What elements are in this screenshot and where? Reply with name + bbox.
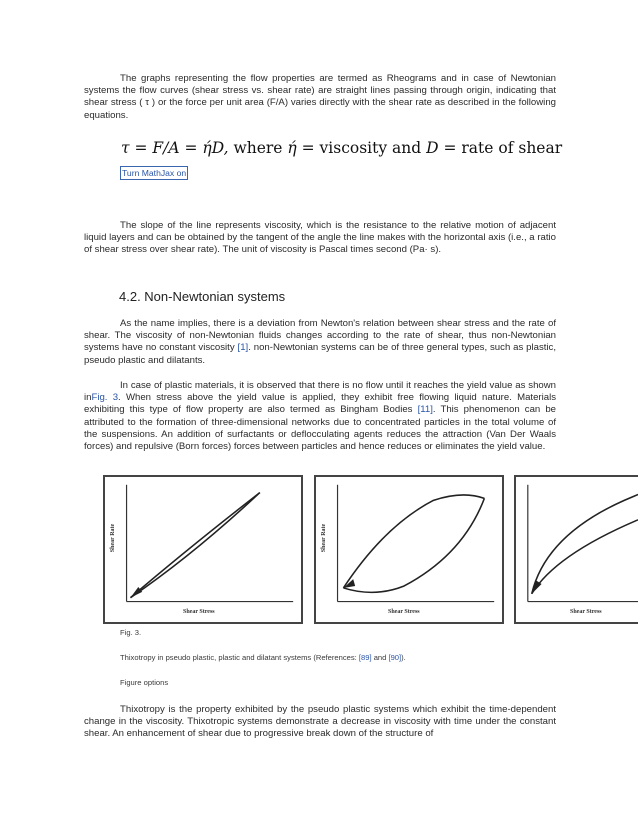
section-heading: 4.2. Non-Newtonian systems xyxy=(119,289,286,304)
x-axis-label: Shear Stress xyxy=(388,609,420,615)
down-curve xyxy=(130,493,259,598)
figure-panel-pseudoplastic xyxy=(103,475,303,624)
reference-link-90[interactable]: [90] xyxy=(388,653,402,662)
figure-panel-plastic xyxy=(314,475,504,624)
figure-3-link[interactable]: Fig. 3 xyxy=(91,392,119,404)
y-axis-label: Shear Rate xyxy=(110,523,117,553)
y-axis-label: Shear Rate xyxy=(321,523,328,553)
dilatant-curve-diagram xyxy=(516,477,638,622)
figure-label: Fig. 3. xyxy=(120,628,142,637)
plastic-paragraph: In case of plastic materials, it is observed that there is no flow until it reaches the yield value as shown inFig. 3. When stress above the yield value is applied, they exhibit free flowing liquid nature. Materials exhibiting this type of flow property are also termed as Bingham Bodies [11]. This phenomenon can be attributed to the formation of three-dimensional networks due to concentrated particles in the total volume of the suspensions. An addition of surfactants or deflocculating agents reduces the attraction (Van Der Waals forces) and repulsive (Born forces) forces between particles and hence reduces or eliminates the yield value. xyxy=(84,380,557,453)
up-curve xyxy=(343,495,484,588)
reference-link-1[interactable]: [1] xyxy=(237,342,249,354)
figure-caption: Thixotropy in pseudo plastic, plastic and dilatant systems (References: [89] and [90]). xyxy=(120,653,406,662)
figure-panel-dilatant xyxy=(514,475,638,624)
intro-paragraph: The graphs representing the flow properties are termed as Rheograms and in case of Newtonian systems the flow curves (shear stress vs. shear rate) are straight lines passing through origin, indicating that shear stress ( τ ) or the force per unit area (F/A) varies directly with the shear rate as described in the following equations. xyxy=(84,73,556,121)
x-axis-label: Shear Stress xyxy=(570,609,602,615)
reference-link-89[interactable]: [89] xyxy=(358,653,372,662)
reference-link-11[interactable]: [11] xyxy=(417,404,433,416)
turn-mathjax-on-button[interactable]: Turn MathJax on xyxy=(122,168,187,178)
newtonian-equation: τ = F/A = ήD, where ή = viscosity and D = rate of shear xyxy=(121,139,563,157)
viscosity-paragraph: The slope of the line represents viscosity, which is the resistance to the relative motion of adjacent liquid layers and can be obtained by the tangent of the angle the line makes with the horizontal axis (i.e., a ratio of shear stress over shear rate). The unit of viscosity is Pascal times second (Pa· s). xyxy=(84,220,556,256)
non-newtonian-paragraph: As the name implies, there is a deviation from Newton's relation between shear stress and the rate of shear. The viscosity of non-Newtonian fluids changes according to the rate of shear, thus non-Newtonian systems have no constant viscosity [1]. non-Newtonian systems can be of three general types, such as plastic, pseudo plastic and dilatants. xyxy=(84,318,557,366)
thixotropy-paragraph: Thixotropy is the property exhibited by the pseudo plastic systems which exhibit the time-dependent change in the viscosity. Thixotropic systems demonstrate a decrease in viscosity with time under the constant shear. An enhancement of shear due to progressive break down of the structure of xyxy=(84,704,556,740)
x-axis-label: Shear Stress xyxy=(183,609,215,615)
figure-options-link[interactable]: Figure options xyxy=(120,678,169,687)
up-curve xyxy=(532,495,638,594)
pseudoplastic-curve-diagram xyxy=(105,477,301,622)
plastic-curve-diagram xyxy=(316,477,502,622)
